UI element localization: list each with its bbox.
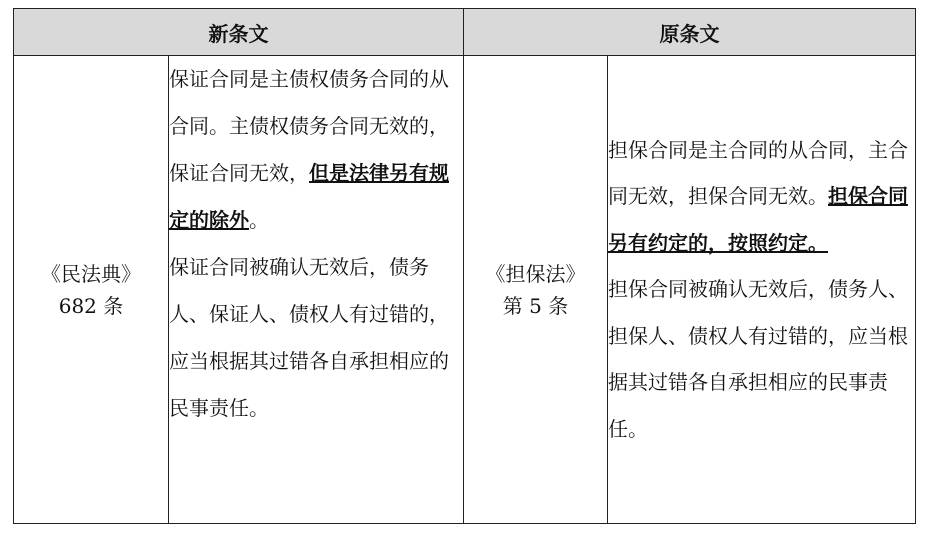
old-law-name: 《担保法》 xyxy=(485,261,586,286)
header-row xyxy=(14,9,916,56)
new-law-name: 《民法典》 xyxy=(41,261,141,286)
new-article-header: 新条文 xyxy=(14,9,464,56)
old-law-cell xyxy=(464,56,608,524)
old-article-text-cell xyxy=(608,56,916,524)
old-article-paragraph-1 xyxy=(608,127,915,267)
old-article-emphasis: 担保合同另有约定的，按照约定。 xyxy=(608,184,908,255)
new-article-paragraph-1 xyxy=(169,56,463,244)
new-article-paragraph-2: 保证合同被确认无效后，债务人、保证人、债权人有过错的，应当根据其过错各自承担相应的民事责任。 xyxy=(169,255,449,420)
new-article-emphasis: 但是法律另有规定的除外 xyxy=(169,161,449,232)
new-article-para1-end: 。 xyxy=(249,208,269,232)
new-law-cell xyxy=(14,56,169,524)
old-article-paragraph-2: 担保合同被确认无效后，债务人、担保人、债权人有过错的，应当根据其过错各自承担相应的民事责任。 xyxy=(608,277,908,441)
new-law-article: 682 条 xyxy=(58,293,124,318)
old-law-article: 第 5 条 xyxy=(502,293,569,318)
new-article-para1-text: 保证合同是主债权债务合同的从合同。主债权债务合同无效的，保证合同无效， xyxy=(169,67,449,185)
content-row xyxy=(14,56,916,524)
new-article-text-cell xyxy=(169,56,464,524)
comparison-table xyxy=(13,8,916,524)
old-article-header: 原条文 xyxy=(464,9,916,56)
old-article-para1-text: 担保合同是主合同的从合同，主合同无效，担保合同无效。 xyxy=(608,137,908,209)
